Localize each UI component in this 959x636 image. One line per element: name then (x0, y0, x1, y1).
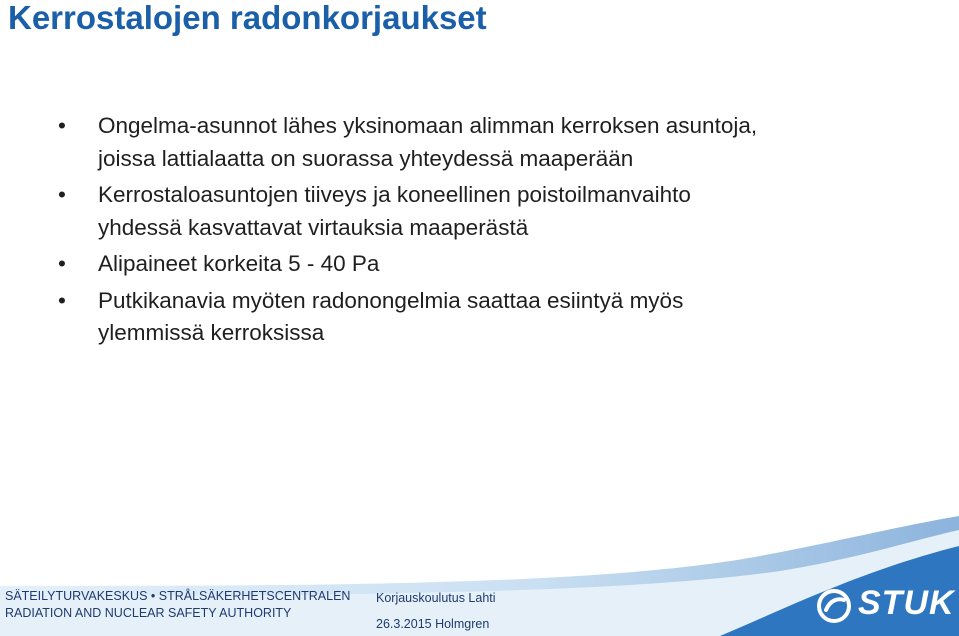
bullet-item (58, 179, 778, 244)
organization-line-1: SÄTEILYTURVAKESKUS • STRÅLSÄKERHETSCENTRALEN (5, 589, 351, 603)
bullet-text: Kerrostaloasuntojen tiiveys ja koneellinen poistoilmanvaihto yhdessä kasvattavat virtauksia maaperästä (98, 182, 691, 240)
footer-event: Korjauskoulutus Lahti (376, 591, 496, 605)
bullet-symbol: • (58, 251, 66, 276)
organization-line-2: RADIATION AND NUCLEAR SAFETY AUTHORITY (5, 606, 292, 620)
bullet-symbol: • (58, 182, 66, 207)
footer-organization (5, 588, 350, 622)
footer-date-author: 26.3.2015 Holmgren (376, 617, 490, 631)
bullet-text: Putkikanavia myöten radonongelmia saattaa esiintyä myös ylemmissä kerroksissa (98, 287, 684, 345)
bullet-text: Alipaineet korkeita 5 - 40 Pa (98, 251, 380, 276)
stuk-logo-text: STUK (858, 584, 955, 622)
bullet-item (58, 248, 778, 281)
bullet-list (58, 110, 778, 354)
bullet-item (58, 285, 778, 350)
bullet-symbol: • (58, 287, 66, 313)
bullet-text: Ongelma-asunnot lähes yksinomaan alimman kerroksen asuntoja, joissa lattialaatta on suorassa yhteydessä maaperään (98, 113, 758, 171)
bullet-symbol: • (58, 113, 66, 138)
slide-title: Kerrostalojen radonkorjaukset (8, 0, 487, 36)
bullet-item (58, 110, 778, 175)
